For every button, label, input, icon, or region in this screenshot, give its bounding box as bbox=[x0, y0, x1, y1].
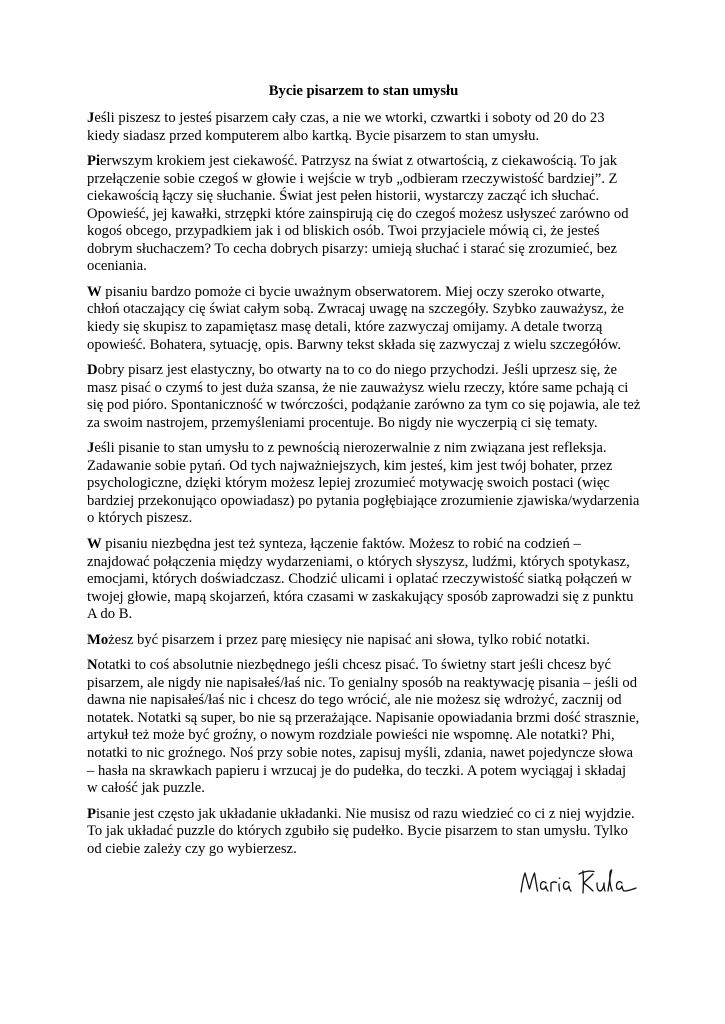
text-line: się pod pióro. Spontaniczność w twórczości, podążanie zarówno za tym co się pojawia, ale też bbox=[87, 397, 641, 414]
line-text: eśli pisanie to stan umysłu to z pewnością nierozerwalnie z nim związana jest refleksja. bbox=[94, 440, 607, 457]
text-line: oceniania. bbox=[87, 258, 147, 275]
text-line: ciekawością łączy się słuchanie. Świat jest pełen historii, wystarczy zacząć ich słuchać. bbox=[87, 188, 600, 205]
text-line: dobrym słuchaczem? To cecha dobrych pisarzy: umieją słuchać i starać się zrozumieć, bez bbox=[87, 240, 618, 257]
text-line: pisarzem, ale nigdy nie napisałeś/łaś nic. To genialny sposób na reaktywację pisania – jeśli od bbox=[87, 674, 638, 691]
handwritten-signature bbox=[518, 858, 644, 900]
text-line bbox=[87, 536, 640, 554]
text-line: artykuł też może być groźny, o nowym rozdziale powieści nie wspomnę. Ale notatki? Phi, bbox=[87, 727, 615, 744]
text-line: znajdować połączenia między wydarzeniami, o których słyszysz, ludźmi, których spotykasz, bbox=[87, 553, 630, 570]
line-text: obry pisarz jest elastyczny, bo otwarty na to co do niego przychodzi. Jeśli uprzesz się, że bbox=[97, 362, 618, 379]
text-line: od ciebie zależy czy go wybierzesz. bbox=[87, 840, 297, 857]
text-line: przełączenie sobie czegoś w głowie i wejście w tryb „odbieram rzeczywistość bardziej”. Z bbox=[87, 170, 618, 187]
text-line: za swoim nastrojem, przemyśleniami procentuje. Bo nigdy nie wyczerpią ci się tematy. bbox=[87, 414, 598, 431]
text-line: Opowieść, jej kawałki, strzępki które zainspirują cię do czegoś możesz usłyszeć zarówno od bbox=[87, 205, 629, 222]
paragraph-lead: W bbox=[87, 536, 102, 553]
text-line: – hasła na skrawkach papieru i wrzucaj je do pudełka, do teczki. A potem wyciągaj i składaj bbox=[87, 762, 627, 779]
text-line: masz pisać o czymś to jest duża szansa, że nie zauważysz wielu rzeczy, które same pchają ci bbox=[87, 379, 629, 396]
text-line bbox=[87, 657, 640, 675]
paragraph-1 bbox=[87, 110, 640, 145]
paragraph-4 bbox=[87, 362, 640, 432]
text-line: kiedy siadasz przed komputerem albo kartką. Bycie pisarzem to stan umysłu. bbox=[87, 127, 540, 144]
paragraph-6 bbox=[87, 536, 640, 624]
paragraph-lead: W bbox=[87, 283, 102, 300]
text-line bbox=[87, 153, 640, 171]
text-line: kiedy się skupisz to zapamiętasz masę detali, które zazwyczaj omijamy. A detale tworzą bbox=[87, 319, 603, 335]
text-line bbox=[87, 632, 640, 650]
text-line: notatki to nic groźnego. Noś przy sobie notes, zapisuj myśli, zdania, nawet pojedyncze słowa bbox=[87, 745, 634, 762]
document-title: Bycie pisarzem to stan umysłu bbox=[268, 83, 459, 99]
paragraph-9 bbox=[87, 806, 640, 859]
line-text: eśli piszesz to jesteś pisarzem cały czas, a nie we wtorki, czwartki i soboty od 20 do 23 bbox=[94, 109, 605, 126]
paragraph-lead: J bbox=[87, 440, 95, 457]
text-line: emocjami, których doświadczasz. Chodzić ulicami i oplatać rzeczywistość siatką połączeń w bbox=[87, 571, 632, 588]
line-text: erwszym krokiem jest ciekawość. Patrzysz na świat z otwartością, z ciekawością. To jak bbox=[100, 153, 618, 170]
paragraph-lead: Mo bbox=[87, 631, 109, 648]
text-line: opowieść. Bohatera, sytuację, opis. Barwny tekst składa się zazwyczaj z wielu szczegółów. bbox=[87, 336, 622, 353]
text-line: kogoś obcego, przypadkiem jak i od bliskich osób. Twoi przyjaciele mówią ci, że jesteś bbox=[87, 223, 600, 240]
paragraph-lead: D bbox=[87, 362, 98, 379]
text-line bbox=[87, 806, 640, 824]
paragraph-lead: P bbox=[87, 805, 96, 822]
paragraph-8 bbox=[87, 657, 640, 797]
text-line: twojej głowie, mapą skojarzeń, która czasami w zaskakujący sposób zaprowadzi się z punktu bbox=[87, 588, 634, 605]
paragraph-5 bbox=[87, 440, 640, 528]
text-line: w całość jak puzzle. bbox=[87, 780, 205, 797]
line-text: isanie jest często jak układanie układanki. Nie musisz od razu wiedzieć co ci z niej wyjdzie. bbox=[95, 805, 635, 822]
text-line: dawna nie napisałeś/łaś nic i chcesz do tego wrócić, ale nie możesz się wdrożyć, zacznij od bbox=[87, 692, 622, 709]
paragraph-lead: Pi bbox=[87, 153, 101, 170]
paragraph-7 bbox=[87, 632, 640, 650]
text-line: notatek. Notatki są super, bo nie są przerażające. Napisanie opowiadania brzmi dość strasznie, bbox=[87, 709, 640, 726]
paragraph-3 bbox=[87, 284, 640, 354]
text-line: Zadawanie sobie pytań. Od tych najważniejszych, kim jesteś, kim jest twój bohater, przez bbox=[87, 457, 613, 474]
text-line: o których piszesz. bbox=[87, 510, 193, 527]
paragraph-2 bbox=[87, 153, 640, 276]
text-line: chłoń otaczający cię świat całym sobą. Zwracaj uwagę na szczegóły. Szybko zauważysz, że bbox=[87, 301, 624, 318]
text-line bbox=[87, 440, 640, 458]
line-text: otatki to coś absolutnie niezbędnego jeśli chcesz pisać. To świetny start jeśli chcesz być bbox=[97, 657, 611, 674]
text-line: psychologiczne, dzięki którym możesz lepiej zrozumieć motywację swoich postaci (więc bbox=[87, 475, 610, 492]
text-line: To jak układać puzzle do których zgubiło się pudełko. Bycie pisarzem to stan umysłu. Tylko bbox=[87, 823, 628, 840]
text-line: A do B. bbox=[87, 606, 133, 623]
paragraph-lead: N bbox=[87, 657, 98, 674]
text-line: bardziej przekonująco opowiadasz) po pytania pogłębiające zrozumienie zjawiska/wydarzenia bbox=[87, 492, 640, 509]
line-text: pisaniu bardzo pomoże ci bycie uważnym obserwatorem. Miej oczy szeroko otwarte, bbox=[101, 283, 605, 300]
text-line bbox=[87, 362, 640, 380]
text-line bbox=[87, 284, 640, 302]
paragraph-lead: J bbox=[87, 109, 95, 126]
text-line bbox=[87, 110, 640, 128]
line-text: żesz być pisarzem i przez parę miesięcy nie napisać ani słowa, tylko robić notatki. bbox=[108, 631, 590, 648]
line-text: pisaniu niezbędna jest też synteza, łączenie faktów. Możesz to robić na codzień – bbox=[101, 536, 581, 553]
document-body bbox=[87, 83, 640, 866]
